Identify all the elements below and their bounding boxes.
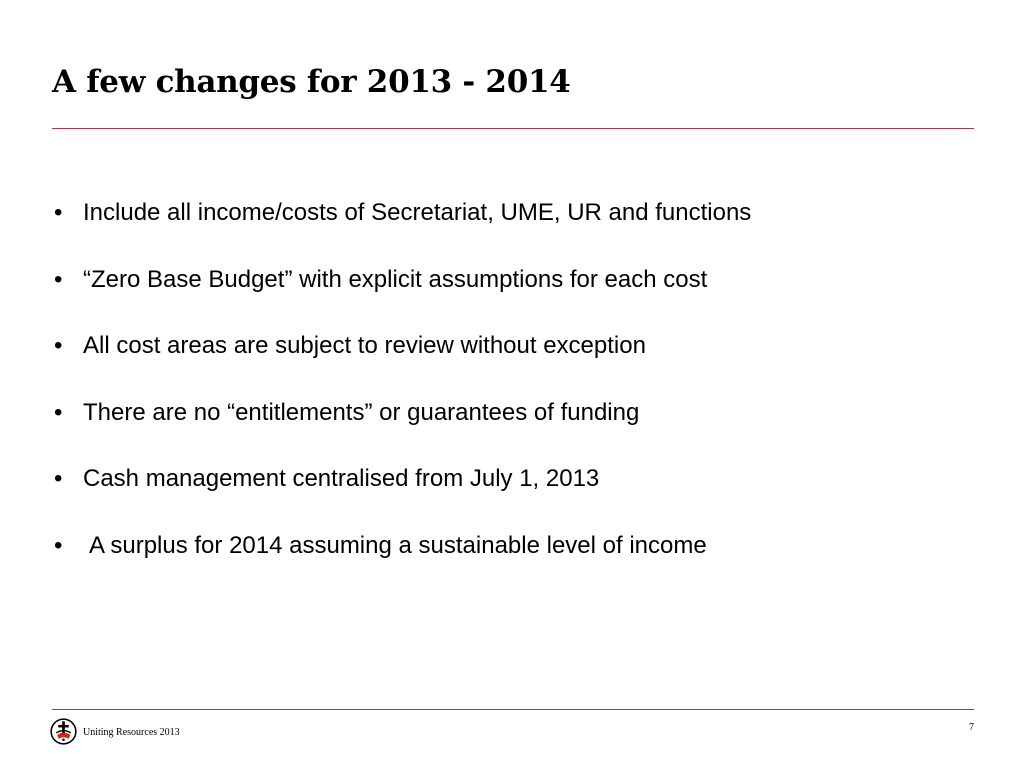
title-divider <box>52 128 974 129</box>
bullet-text: All cost areas are subject to review without exception <box>83 332 646 359</box>
bullet-icon: • <box>54 531 63 559</box>
bullet-icon: • <box>54 199 63 226</box>
bullet-text: There are no “entitlements” or guarantees of funding <box>83 398 640 426</box>
footer-text: Uniting Resources 2013 <box>83 727 180 738</box>
bullet-icon: • <box>54 398 63 426</box>
bullet-text: Cash management centralised from July 1, 2013 <box>83 465 600 492</box>
bullet-text: Include all income/costs of Secretariat, UME, UR and functions <box>83 199 752 226</box>
page-number: 7 <box>969 722 974 733</box>
footer-divider <box>52 709 974 710</box>
bullet-text: A surplus for 2014 assuming a sustainable level of income <box>89 531 707 559</box>
slide-title: A few changes for 2013 - 2014 <box>52 64 571 100</box>
bullet-icon: • <box>54 465 63 492</box>
uniting-church-logo-icon <box>50 718 77 745</box>
bullet-text: “Zero Base Budget” with explicit assumptions for each cost <box>83 265 708 293</box>
bullet-icon: • <box>54 332 63 359</box>
bullet-icon: • <box>54 265 63 293</box>
